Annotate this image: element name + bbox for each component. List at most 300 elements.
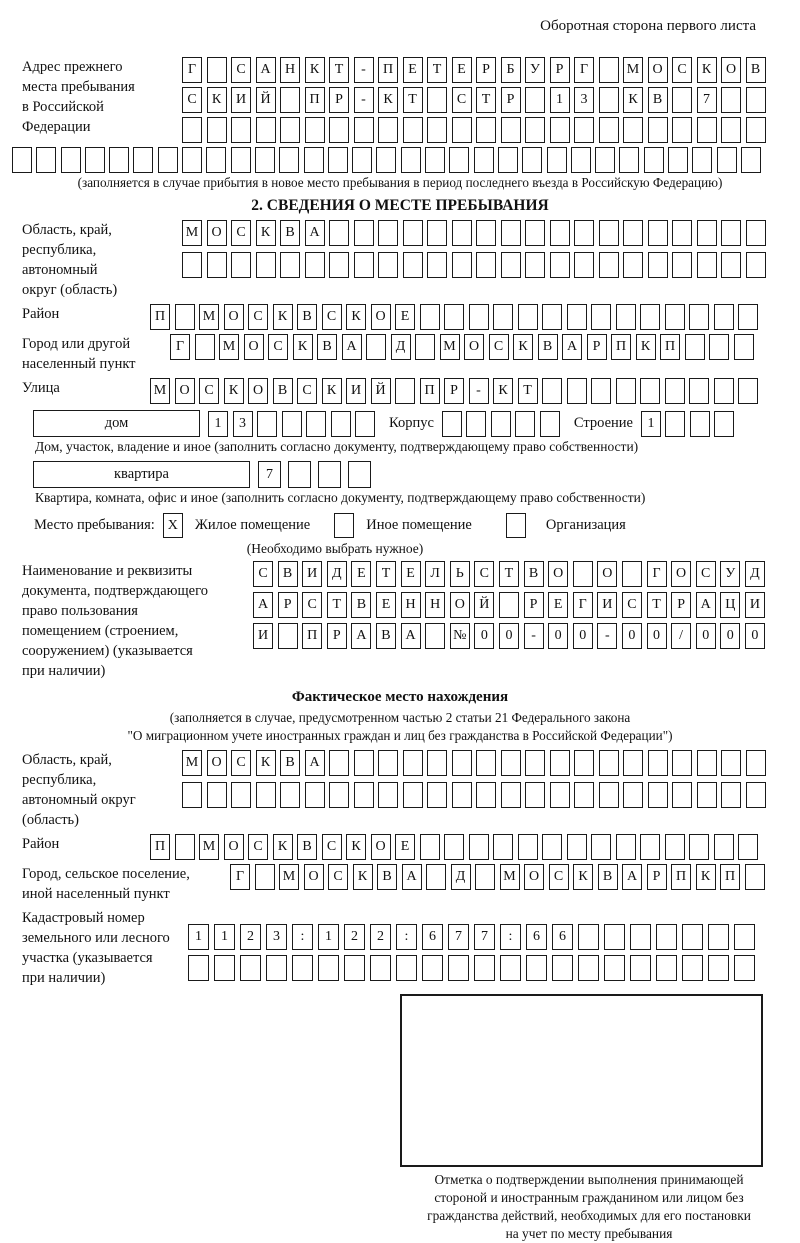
char-box: Д bbox=[391, 334, 411, 360]
char-box: Е bbox=[403, 57, 423, 83]
char-box: Е bbox=[376, 592, 396, 618]
char-box bbox=[448, 955, 469, 981]
char-row-prev-1 bbox=[182, 57, 766, 83]
char-box: 6 bbox=[552, 924, 573, 950]
char-box bbox=[682, 955, 703, 981]
char-box: О bbox=[304, 864, 324, 890]
char-box bbox=[493, 304, 513, 330]
char-box bbox=[282, 411, 302, 437]
char-box bbox=[344, 955, 365, 981]
char-box: М bbox=[219, 334, 239, 360]
label-line: Кадастровый номер bbox=[22, 910, 145, 926]
char-box bbox=[427, 750, 447, 776]
char-box bbox=[525, 220, 545, 246]
char-box bbox=[648, 252, 668, 278]
char-box bbox=[452, 220, 472, 246]
char-box: 0 bbox=[647, 623, 667, 649]
char-box: П bbox=[305, 87, 325, 113]
char-box: Т bbox=[329, 57, 349, 83]
char-box bbox=[599, 87, 619, 113]
char-box: К bbox=[224, 378, 244, 404]
stamp-section bbox=[400, 994, 778, 1243]
char-box bbox=[734, 334, 754, 360]
char-box: А bbox=[562, 334, 582, 360]
char-box: С bbox=[253, 561, 273, 587]
char-box: Ц bbox=[720, 592, 740, 618]
char-box: С bbox=[622, 592, 642, 618]
char-box bbox=[499, 592, 519, 618]
char-box: А bbox=[342, 334, 362, 360]
stroenie-label: Строение bbox=[573, 415, 633, 431]
char-row-oblast-2 bbox=[182, 252, 766, 278]
char-box bbox=[682, 924, 703, 950]
char-row-fact-oblast-2 bbox=[182, 782, 766, 808]
char-box bbox=[665, 411, 685, 437]
char-box: Р bbox=[278, 592, 298, 618]
char-box bbox=[525, 87, 545, 113]
char-box: А bbox=[696, 592, 716, 618]
char-box: С bbox=[489, 334, 509, 360]
char-box: Р bbox=[671, 592, 691, 618]
char-box bbox=[644, 147, 664, 173]
char-row-raion bbox=[150, 304, 758, 330]
char-box: Г bbox=[573, 592, 593, 618]
char-box bbox=[630, 924, 651, 950]
label-line: автономный bbox=[22, 262, 98, 278]
char-box: : bbox=[396, 924, 417, 950]
char-box bbox=[697, 117, 717, 143]
char-box: 3 bbox=[266, 924, 287, 950]
char-box bbox=[207, 57, 227, 83]
char-row-stroenie bbox=[641, 411, 735, 437]
char-box bbox=[689, 304, 709, 330]
char-box bbox=[61, 147, 81, 173]
char-box bbox=[708, 924, 729, 950]
char-box: Р bbox=[524, 592, 544, 618]
char-box: П bbox=[611, 334, 631, 360]
char-box: К bbox=[697, 57, 717, 83]
char-box bbox=[578, 955, 599, 981]
char-box bbox=[518, 834, 538, 860]
dom-type-box: дом bbox=[33, 410, 200, 437]
char-box bbox=[133, 147, 153, 173]
char-box: Е bbox=[401, 561, 421, 587]
prev-address-rows bbox=[182, 57, 766, 143]
char-row-oblast-1 bbox=[182, 220, 766, 246]
char-box bbox=[280, 782, 300, 808]
char-row-kadastr-1 bbox=[188, 924, 755, 950]
char-box: - bbox=[354, 57, 374, 83]
char-box bbox=[574, 252, 594, 278]
char-box bbox=[746, 750, 766, 776]
char-box: С bbox=[696, 561, 716, 587]
char-box bbox=[257, 411, 277, 437]
fact-raion-label: Район bbox=[22, 836, 60, 852]
label-line: автономный округ bbox=[22, 792, 136, 808]
char-box bbox=[401, 147, 421, 173]
option-label-organizatsiya: Организация bbox=[545, 517, 626, 533]
char-box bbox=[304, 147, 324, 173]
char-box: К bbox=[322, 378, 342, 404]
char-box: : bbox=[292, 924, 313, 950]
char-box bbox=[378, 750, 398, 776]
char-box bbox=[280, 117, 300, 143]
char-box: О bbox=[524, 864, 544, 890]
char-box bbox=[501, 220, 521, 246]
char-box: И bbox=[231, 87, 251, 113]
char-box bbox=[599, 252, 619, 278]
option-label-inoe: Иное помещение bbox=[366, 517, 472, 533]
char-box bbox=[305, 252, 325, 278]
field-fact-raion bbox=[12, 834, 788, 860]
char-box bbox=[714, 834, 734, 860]
char-box bbox=[109, 147, 129, 173]
char-box bbox=[452, 750, 472, 776]
char-box bbox=[525, 782, 545, 808]
char-box: В bbox=[297, 834, 317, 860]
fact-caption-1: (заполняется в случае, предусмотренном частью 2 статьи 21 Федерального закона bbox=[169, 710, 631, 725]
char-box bbox=[195, 334, 215, 360]
char-box bbox=[721, 117, 741, 143]
char-box bbox=[415, 334, 435, 360]
char-box bbox=[329, 220, 349, 246]
char-box bbox=[550, 750, 570, 776]
char-box: О bbox=[175, 378, 195, 404]
char-box bbox=[305, 117, 325, 143]
char-box: : bbox=[500, 924, 521, 950]
char-box bbox=[182, 252, 202, 278]
char-box bbox=[501, 782, 521, 808]
char-row-doc-3 bbox=[253, 623, 765, 649]
char-box bbox=[604, 955, 625, 981]
char-box bbox=[721, 252, 741, 278]
label-line: гражданства действий, необходимых для его постановки bbox=[427, 1208, 751, 1223]
char-box bbox=[616, 304, 636, 330]
char-box bbox=[542, 304, 562, 330]
char-box: С bbox=[322, 834, 342, 860]
char-box: И bbox=[597, 592, 617, 618]
char-box bbox=[354, 782, 374, 808]
char-box: Г bbox=[647, 561, 667, 587]
char-box bbox=[476, 252, 496, 278]
char-box: С bbox=[231, 57, 251, 83]
char-box: О bbox=[224, 304, 244, 330]
char-box: О bbox=[548, 561, 568, 587]
char-box bbox=[738, 834, 758, 860]
char-box bbox=[746, 252, 766, 278]
char-box: А bbox=[305, 750, 325, 776]
char-box bbox=[672, 220, 692, 246]
char-box: О bbox=[464, 334, 484, 360]
char-box: Д bbox=[745, 561, 765, 587]
char-box bbox=[738, 304, 758, 330]
char-box bbox=[623, 220, 643, 246]
char-box: В bbox=[280, 750, 300, 776]
char-row-kadastr-2 bbox=[188, 955, 755, 981]
char-box: Е bbox=[351, 561, 371, 587]
char-box bbox=[648, 782, 668, 808]
char-box bbox=[697, 252, 717, 278]
char-box bbox=[526, 955, 547, 981]
char-row-ulitsa bbox=[150, 378, 758, 404]
field-mesto-prebyvaniya bbox=[34, 513, 788, 538]
ulitsa-label: Улица bbox=[22, 380, 60, 396]
char-box bbox=[746, 220, 766, 246]
label-line: Город, сельское поселение, bbox=[22, 866, 190, 882]
char-box: О bbox=[450, 592, 470, 618]
char-box: Р bbox=[647, 864, 667, 890]
char-box: М bbox=[500, 864, 520, 890]
char-box bbox=[599, 750, 619, 776]
char-box: Е bbox=[548, 592, 568, 618]
char-box bbox=[616, 834, 636, 860]
char-box bbox=[697, 750, 717, 776]
char-box bbox=[623, 117, 643, 143]
char-box: К bbox=[273, 834, 293, 860]
char-box: Т bbox=[427, 57, 447, 83]
char-box bbox=[714, 304, 734, 330]
char-box bbox=[640, 834, 660, 860]
char-box: К bbox=[513, 334, 533, 360]
char-box: 1 bbox=[214, 924, 235, 950]
char-box bbox=[550, 117, 570, 143]
char-box: Р bbox=[501, 87, 521, 113]
char-box: П bbox=[302, 623, 322, 649]
char-box bbox=[427, 252, 447, 278]
char-box bbox=[188, 955, 209, 981]
char-box bbox=[255, 864, 275, 890]
char-box bbox=[466, 411, 486, 437]
label-line: (область) bbox=[22, 812, 79, 828]
char-box: - bbox=[524, 623, 544, 649]
option-label-zhiloe: Жилое помещение bbox=[194, 517, 311, 533]
char-box bbox=[599, 57, 619, 83]
label-line: Федерации bbox=[22, 119, 91, 135]
label-line: республика, bbox=[22, 772, 97, 788]
char-box: В bbox=[280, 220, 300, 246]
char-box: В bbox=[538, 334, 558, 360]
char-box bbox=[231, 782, 251, 808]
char-box bbox=[288, 461, 311, 488]
char-box: Е bbox=[395, 834, 415, 860]
fact-caption-2: "О миграционном учете иностранных граждан и лиц без гражданства в Российской Федерации") bbox=[127, 728, 673, 743]
char-box bbox=[501, 252, 521, 278]
char-box bbox=[207, 117, 227, 143]
char-box: К bbox=[346, 304, 366, 330]
oblast-label bbox=[12, 220, 182, 300]
char-box bbox=[672, 252, 692, 278]
char-box: 6 bbox=[526, 924, 547, 950]
checkbox-inoe-pomeshchenie bbox=[334, 513, 354, 538]
char-box: К bbox=[346, 834, 366, 860]
char-box: 0 bbox=[696, 623, 716, 649]
char-box: С bbox=[452, 87, 472, 113]
char-box bbox=[665, 834, 685, 860]
char-box: В bbox=[317, 334, 337, 360]
char-box bbox=[571, 147, 591, 173]
char-box bbox=[721, 87, 741, 113]
char-box bbox=[734, 924, 755, 950]
char-box bbox=[574, 782, 594, 808]
char-box: С bbox=[231, 750, 251, 776]
label-line: Наименование и реквизиты bbox=[22, 563, 193, 579]
char-box bbox=[378, 252, 398, 278]
char-box bbox=[599, 220, 619, 246]
char-box bbox=[672, 117, 692, 143]
char-box bbox=[476, 750, 496, 776]
char-box bbox=[354, 252, 374, 278]
raion-label: Район bbox=[22, 306, 60, 322]
char-box: А bbox=[402, 864, 422, 890]
char-box bbox=[175, 834, 195, 860]
char-box: Н bbox=[425, 592, 445, 618]
char-box bbox=[403, 782, 423, 808]
char-row-dom bbox=[208, 411, 375, 437]
char-box bbox=[491, 411, 511, 437]
char-box: И bbox=[302, 561, 322, 587]
char-box bbox=[599, 782, 619, 808]
char-box bbox=[403, 750, 423, 776]
char-box: 0 bbox=[499, 623, 519, 649]
char-box: Д bbox=[327, 561, 347, 587]
char-box bbox=[278, 623, 298, 649]
char-box bbox=[318, 955, 339, 981]
char-box bbox=[622, 561, 642, 587]
char-box bbox=[36, 147, 56, 173]
char-box: В bbox=[297, 304, 317, 330]
char-box: Р bbox=[329, 87, 349, 113]
char-box bbox=[665, 304, 685, 330]
char-box bbox=[378, 220, 398, 246]
char-box: Й bbox=[256, 87, 276, 113]
char-box bbox=[578, 924, 599, 950]
label-line: Адрес прежнего bbox=[22, 59, 123, 75]
char-box bbox=[656, 924, 677, 950]
char-box bbox=[182, 117, 202, 143]
label-line: земельного или лесного bbox=[22, 930, 170, 946]
char-box bbox=[425, 623, 445, 649]
char-box: 3 bbox=[574, 87, 594, 113]
field-gorod bbox=[12, 334, 788, 374]
char-box: М bbox=[199, 834, 219, 860]
char-box bbox=[329, 252, 349, 278]
char-box bbox=[255, 147, 275, 173]
char-box bbox=[573, 561, 593, 587]
char-box: П bbox=[150, 834, 170, 860]
char-box: О bbox=[224, 834, 244, 860]
char-box: 7 bbox=[258, 461, 281, 488]
char-box bbox=[476, 117, 496, 143]
char-box: С bbox=[672, 57, 692, 83]
char-box: Р bbox=[476, 57, 496, 83]
label-line: республика, bbox=[22, 242, 97, 258]
char-box: Т bbox=[376, 561, 396, 587]
char-box bbox=[734, 955, 755, 981]
char-box: А bbox=[253, 592, 273, 618]
prev-address-caption: (заполняется в случае прибытия в новое место пребывания в период последнего въезда в Российскую Федерацию) bbox=[77, 175, 723, 190]
char-box bbox=[685, 334, 705, 360]
char-box: В bbox=[648, 87, 668, 113]
char-box: Б bbox=[501, 57, 521, 83]
char-box: М bbox=[150, 378, 170, 404]
char-box bbox=[501, 117, 521, 143]
char-box bbox=[623, 782, 643, 808]
char-box: С bbox=[268, 334, 288, 360]
oblast-rows bbox=[182, 220, 766, 278]
char-box: Л bbox=[425, 561, 445, 587]
char-box: М bbox=[623, 57, 643, 83]
char-box: 0 bbox=[548, 623, 568, 649]
char-box: К bbox=[623, 87, 643, 113]
char-box bbox=[648, 220, 668, 246]
char-box: 7 bbox=[448, 924, 469, 950]
stamp-note bbox=[400, 1171, 778, 1243]
char-box bbox=[158, 147, 178, 173]
char-box bbox=[427, 87, 447, 113]
char-box: Н bbox=[280, 57, 300, 83]
char-box: В bbox=[351, 592, 371, 618]
char-box bbox=[552, 955, 573, 981]
char-box: О bbox=[207, 750, 227, 776]
char-box bbox=[318, 461, 341, 488]
char-box bbox=[697, 220, 717, 246]
char-box bbox=[395, 378, 415, 404]
char-box: О bbox=[648, 57, 668, 83]
char-box: У bbox=[525, 57, 545, 83]
char-box: И bbox=[253, 623, 273, 649]
char-box bbox=[623, 750, 643, 776]
char-box bbox=[442, 411, 462, 437]
char-box: И bbox=[745, 592, 765, 618]
char-box: Т bbox=[647, 592, 667, 618]
fact-title: Фактическое место нахождения bbox=[291, 689, 509, 705]
char-box bbox=[403, 117, 423, 143]
char-box: К bbox=[293, 334, 313, 360]
char-box bbox=[525, 252, 545, 278]
char-box bbox=[449, 147, 469, 173]
char-box: К bbox=[256, 220, 276, 246]
char-box bbox=[745, 864, 765, 890]
header-note: Оборотная сторона первого листа bbox=[540, 18, 756, 34]
char-row-prev-2 bbox=[182, 87, 766, 113]
checkbox-zhiloe-pomeshchenie: X bbox=[163, 513, 183, 538]
char-box: С bbox=[549, 864, 569, 890]
char-box: К bbox=[256, 750, 276, 776]
char-box: / bbox=[671, 623, 691, 649]
char-box: - bbox=[354, 87, 374, 113]
char-box bbox=[746, 87, 766, 113]
label-line: при наличии) bbox=[22, 663, 106, 679]
gorod-label bbox=[12, 334, 170, 374]
char-box: П bbox=[378, 57, 398, 83]
char-box bbox=[547, 147, 567, 173]
char-box bbox=[476, 220, 496, 246]
char-box: К bbox=[696, 864, 716, 890]
char-box: П bbox=[660, 334, 680, 360]
char-box: А bbox=[401, 623, 421, 649]
char-box bbox=[746, 117, 766, 143]
char-box bbox=[280, 252, 300, 278]
char-box: Т bbox=[499, 561, 519, 587]
char-box bbox=[574, 750, 594, 776]
char-row-prev-4 bbox=[12, 147, 788, 173]
char-box: С bbox=[182, 87, 202, 113]
char-row-prev-3 bbox=[182, 117, 766, 143]
char-box bbox=[721, 220, 741, 246]
char-box bbox=[493, 834, 513, 860]
char-box bbox=[396, 955, 417, 981]
char-box bbox=[640, 378, 660, 404]
